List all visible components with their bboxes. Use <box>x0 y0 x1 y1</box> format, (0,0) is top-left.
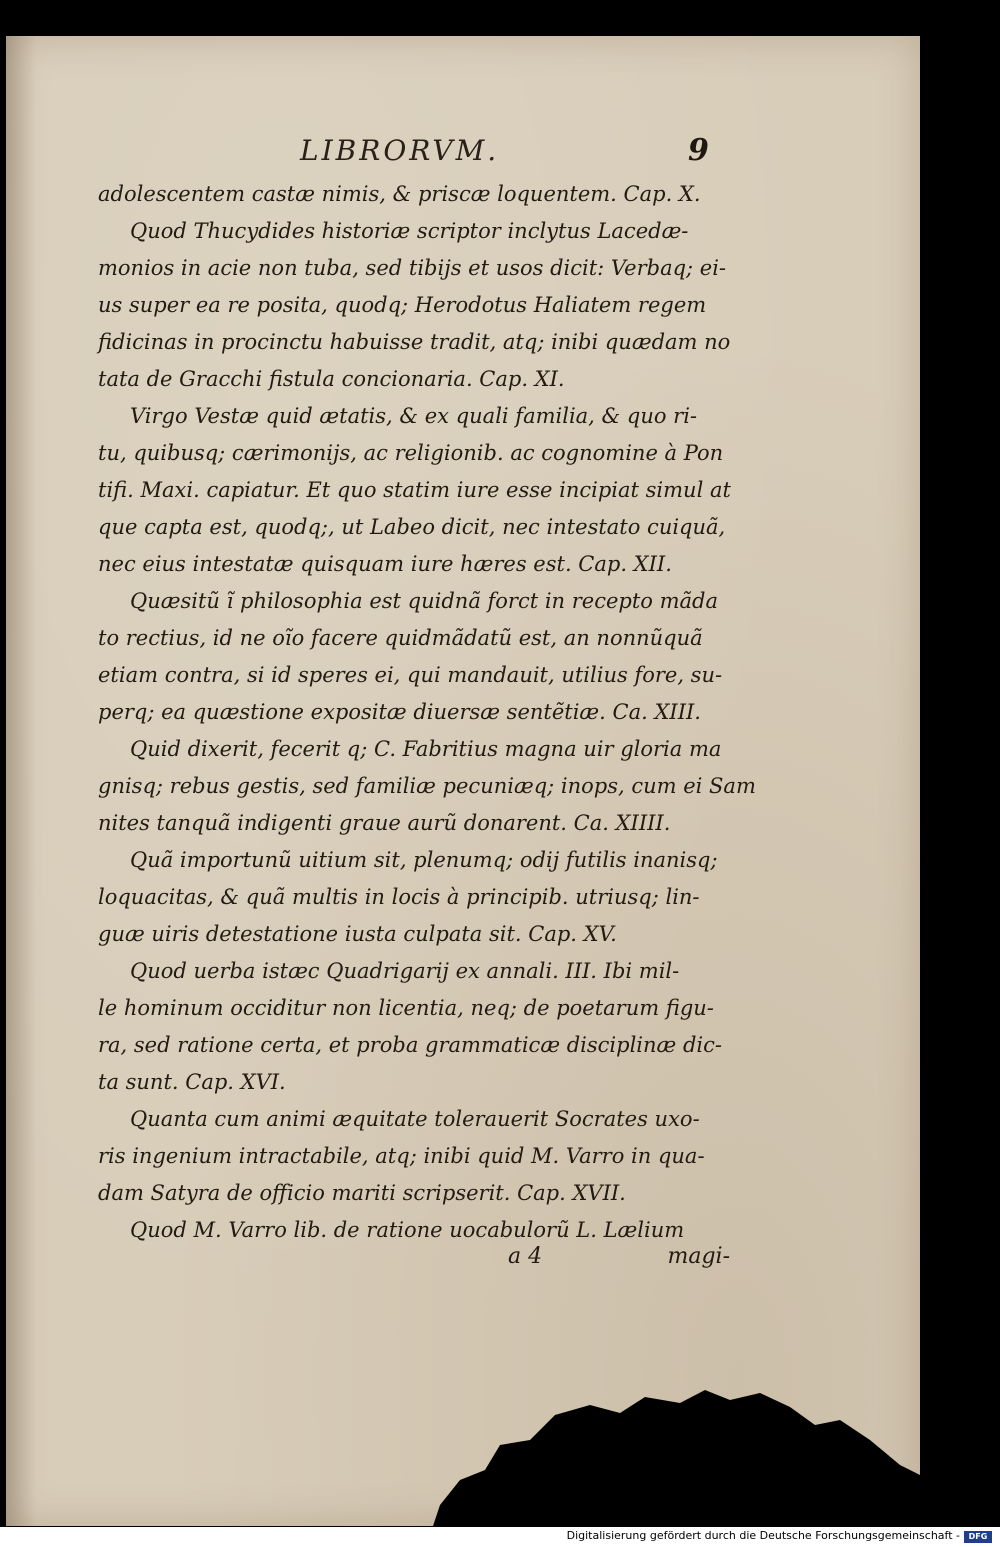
page-gutter-shadow <box>6 36 36 1526</box>
dfg-logo: DFG <box>964 1531 992 1543</box>
text-line: monios in acie non tuba, sed tibijs et usos dicit: Verbaq; ei- <box>98 256 727 280</box>
text-line: Quod M. Varro lib. de ratione uocabulorũ L. Lælium <box>130 1218 685 1242</box>
text-line: ra, sed ratione certa, et proba grammaticæ disciplinæ dic- <box>98 1033 722 1057</box>
running-head: LIBRORVM. <box>300 134 500 167</box>
text-line: Virgo Vestæ quid ætatis, & ex quali familia, & quo ri- <box>130 404 698 428</box>
text-line: ris ingenium intractabile, atq; inibi quid M. Varro in qua- <box>98 1144 705 1168</box>
text-line: tata de Gracchi fistula concionaria. Cap. XI. <box>98 367 565 391</box>
credit-bar <box>0 1527 1000 1547</box>
text-line: que capta est, quodq;, ut Labeo dicit, nec intestato cuiquã, <box>98 515 726 539</box>
text-line: Quod Thucydides historiæ scriptor inclytus Lacedæ- <box>130 219 689 243</box>
text-line: Quid dixerit, fecerit q; C. Fabritius magna uir gloria ma <box>130 737 722 761</box>
text-line: to rectius, id ne oĩo facere quidmãdatũ est, an nonnũquã <box>98 626 703 650</box>
folio-number: 9 <box>688 133 709 168</box>
credit-text: Digitalisierung gefördert durch die Deutsche Forschungsgemeinschaft - <box>566 1529 960 1542</box>
text-line: Quod uerba istæc Quadrigarij ex annali. III. Ibi mil- <box>130 959 680 983</box>
signature-mark: a 4 <box>508 1244 543 1269</box>
page-damage <box>430 1385 930 1535</box>
text-line: Quã importunũ uitium sit, plenumq; odij futilis inanisq; <box>130 848 718 872</box>
text-line: etiam contra, si id speres ei, qui mandauit, utilius fore, su- <box>98 663 723 687</box>
text-line: fidicinas in procinctu habuisse tradit, atq; inibi quædam no <box>98 330 731 354</box>
text-line: tifi. Maxi. capiatur. Et quo statim iure esse incipiat simul at <box>98 478 731 502</box>
text-line: us super ea re posita, quodq; Herodotus Haliatem regem <box>98 293 707 317</box>
text-line: tu, quibusq; cærimonijs, ac religionib. ac cognomine à Pon <box>98 441 724 465</box>
catchword: magi- <box>667 1244 730 1269</box>
text-line: guæ uiris detestatione iusta culpata sit. Cap. XV. <box>98 922 617 946</box>
text-line: gnisq; rebus gestis, sed familiæ pecuniæq; inops, cum ei Sam <box>98 774 756 798</box>
text-line: Quæsitũ ĩ philosophia est quidnã forct in recepto mãda <box>130 589 719 613</box>
text-line: nites tanquã indigenti graue aurũ donarent. Ca. XIIII. <box>98 811 671 835</box>
text-line: adolescentem castæ nimis, & priscæ loquentem. Cap. X. <box>98 182 701 206</box>
text-line: nec eius intestatæ quisquam iure hæres est. Cap. XII. <box>98 552 672 576</box>
text-line: dam Satyra de officio mariti scripserit. Cap. XVII. <box>98 1181 626 1205</box>
chapter-index-text <box>98 176 756 1249</box>
catch-line <box>98 1240 730 1280</box>
text-line: le hominum occiditur non licentia, neq; de poetarum figu- <box>98 996 714 1020</box>
text-line: perq; ea quæstione expositæ diuersæ sentẽtiæ. Ca. XIII. <box>98 700 701 724</box>
text-line: Quanta cum animi æquitate tolerauerit Socrates uxo- <box>130 1107 700 1131</box>
text-line: ta sunt. Cap. XVI. <box>98 1070 286 1094</box>
text-line: loquacitas, & quã multis in locis à principib. utriusq; lin- <box>98 885 700 909</box>
